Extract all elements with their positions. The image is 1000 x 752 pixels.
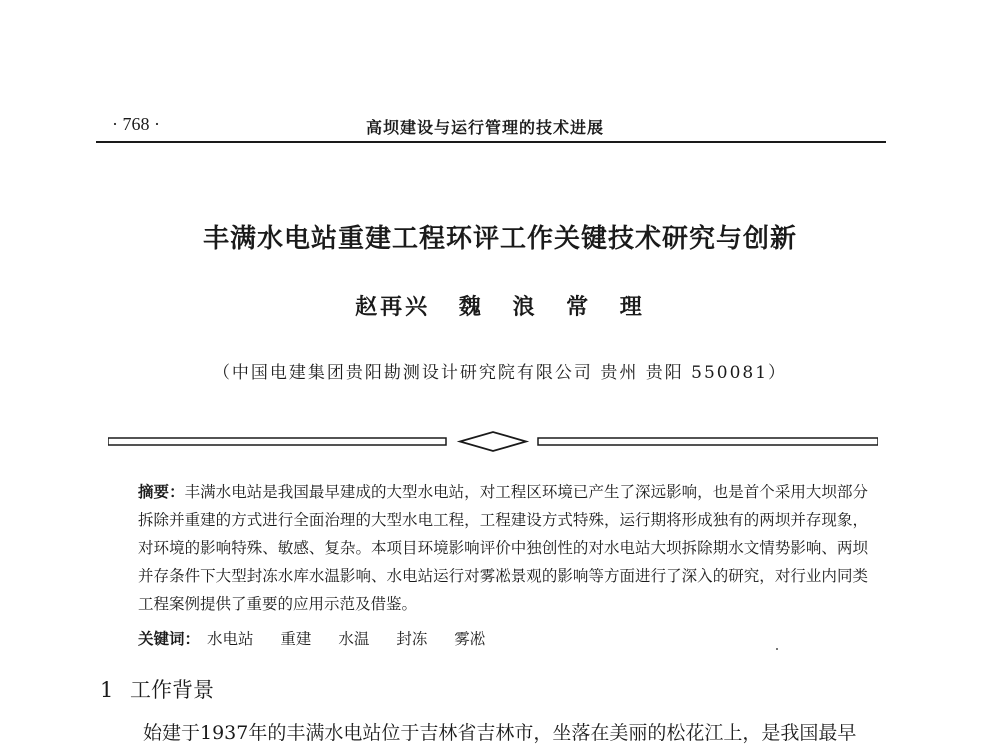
section-number: 1 <box>100 678 114 702</box>
section-title: 工作背景 <box>130 678 214 702</box>
journal-title: 高坝建设与运行管理的技术进展 <box>366 118 605 137</box>
keywords-label: 关键词： <box>138 630 201 648</box>
divider-bar-left <box>108 438 446 445</box>
diamond-icon <box>460 432 526 451</box>
running-head <box>96 110 886 140</box>
abstract <box>138 478 868 618</box>
abstract-label: 摘要： <box>138 483 185 501</box>
abstract-text: 丰满水电站是我国最早建成的大型水电站，对工程区环境已产生了深远影响，也是首个采用大坝部分拆除并重建的方式进行全面治理的大型水电工程，工程建设方式特殊，运行期将形成独有的两坝并存现象，对环境的影响特殊、敏感、复杂。本项目环境影响评价中独创性的对水电站大坝拆除期水文情势影响、两坝并存条件下大型封冻水库水温影响、水电站运行对雾凇景观的影响等方面进行了深入的研究，对行业内同类工程案例提供了重要的应用示范及借鉴。 <box>138 483 868 613</box>
keyword: 重建 <box>280 630 312 648</box>
header-rule <box>96 141 886 143</box>
keyword: 水温 <box>338 630 370 648</box>
keyword: 封冻 <box>396 630 428 648</box>
keyword: 水电站 <box>206 630 254 648</box>
authors: 赵再兴 魏 浪 常 理 <box>355 294 645 320</box>
page-number: · 768 · <box>112 114 160 134</box>
body-text: 始建于1937年的丰满水电站位于吉林省吉林市，坐落在美丽的松花江上，是我国最早 <box>143 722 857 744</box>
section-heading <box>100 674 214 704</box>
scan-speck <box>776 648 778 650</box>
paper-title: 丰满水电站重建工程环评工作关键技术研究与创新 <box>202 224 797 254</box>
section-divider-ornament <box>108 428 878 456</box>
keywords <box>138 627 868 649</box>
keyword: 雾凇 <box>454 630 486 648</box>
affiliation: （中国电建集团贵阳勘测设计研究院有限公司 贵州 贵阳 550081） <box>212 363 788 383</box>
divider-bar-right <box>538 438 878 445</box>
